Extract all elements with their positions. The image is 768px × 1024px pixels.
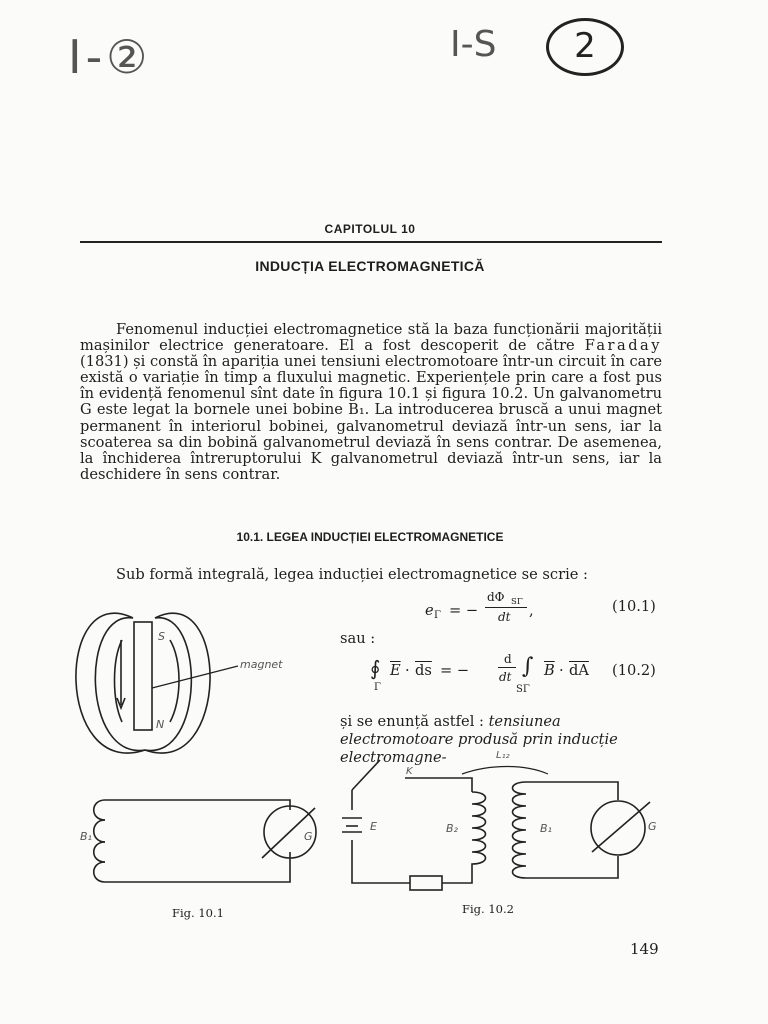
sau-label: sau : [340, 630, 376, 647]
eq2-dot1: · [405, 662, 410, 679]
eq2-d-numerator: d [504, 652, 512, 666]
fig1-coil [94, 800, 290, 882]
paragraph-part1: Fenomenul inducției electromagnetice stă la baza funcționării majorității mașinilor electrice generatoare. El a fost descoperit de către [80, 321, 662, 355]
faraday-name: Faraday [584, 337, 662, 355]
eq1-denominator: dt [498, 610, 511, 624]
eq1-equals: = − [449, 602, 479, 619]
eq2-surface-sub: SΓ [516, 684, 530, 695]
eq2-dot2: · [559, 662, 564, 679]
fig1-label-N: N [156, 718, 165, 731]
equation-number-10-1: (10.1) [612, 598, 656, 615]
equation-number-10-2: (10.2) [612, 662, 656, 679]
eq1-lhs-sub: Γ [434, 610, 441, 621]
eq2-gamma-sub: Γ [374, 682, 381, 693]
handwritten-right-mark: I-S [450, 24, 497, 65]
eq2-dt-denominator: dt [499, 670, 512, 684]
eq2-B-vector: $\overline{B}$ [544, 662, 555, 679]
eq2-E-vector: $\overline{E}$ [390, 662, 401, 679]
fig2-label-B1: B₁ [540, 822, 552, 835]
fig1-label-G: G [304, 830, 313, 843]
fig2-caption: Fig. 10.2 [462, 902, 514, 916]
eq1-comma: , [529, 602, 534, 619]
fig1-caption: Fig. 10.1 [172, 906, 224, 920]
fig2-galvanometer-needle [592, 802, 650, 852]
handwritten-right-circled: 2 [546, 18, 624, 76]
fig2-mutual-arc [462, 767, 548, 775]
fig2-label-K: K [406, 766, 413, 777]
chapter-label: CAPITOLUL 10 [324, 222, 416, 236]
section-intro: Sub formă integrală, legea inducției electromagnetice se scrie : [116, 566, 588, 583]
eq1-lhs: e [425, 602, 434, 619]
fig2-label-G: G [648, 820, 657, 833]
law-statement-italic: tensiunea electromotoare produsă prin inducție electromagne- [340, 713, 618, 766]
paragraph-part2: (1831) și constă în apariția unei tensiuni electromotoare într-un circuit în care există o variație în timp a fluxului magnetic. Experiențele prin care a fost pus în evidență fenomenul sînt date în figura 10.1 și figura 10.2. Un galvanometru G este legat la bornele unei bobine B₁. La introducerea bruscă a unui magnet permanent în interiorul bobinei, galvanometrul deviază într-un sens, iar la scoaterea sa din bobină galvanometrul deviază în sens contrar. De asemenea, la închiderea întreruptorului K galvanometrul deviază într-un sens, iar la deschidere în sens contrar. [80, 353, 662, 483]
chapter-title: INDUCȚIA ELECTROMAGNETICĂ [255, 258, 485, 274]
fig1-magnet-leader [152, 666, 238, 688]
fig2-label-B2: B₂ [446, 822, 458, 835]
law-statement-plain: și se enunță astfel : [340, 713, 489, 730]
eq2-dA-vector: $\overline{dA}$ [569, 662, 589, 679]
fig2-resistor [410, 876, 442, 890]
fig1-label-B1: B₁ [80, 830, 92, 843]
page-number: 149 [630, 940, 659, 958]
fig1-bar-magnet [134, 622, 152, 730]
eq2-contour-integral: ∮ [370, 656, 381, 680]
fig2-coil-B1 [513, 782, 619, 878]
eq2-surface-integral: ∫ [522, 654, 534, 679]
fig1-label-S: S [158, 630, 165, 643]
eq1-numerator: dΦ [487, 590, 505, 604]
eq1-numerator-sub: SΓ [511, 597, 523, 607]
eq2-equals: = − [440, 662, 470, 679]
eq2-ds-vector: $\overline{ds}$ [415, 662, 432, 679]
handwritten-left-mark: I-② [68, 30, 152, 84]
fig2-coil-B2 [472, 792, 486, 870]
fig1-label-magnet: magnet [240, 658, 283, 671]
fig1-magnet-field-lines [76, 613, 210, 753]
fig2-label-E: E [370, 820, 377, 833]
section-title: 10.1. LEGEA INDUCȚIEI ELECTROMAGNETICE [236, 530, 504, 544]
fig2-label-L12: L₁₂ [496, 750, 510, 761]
